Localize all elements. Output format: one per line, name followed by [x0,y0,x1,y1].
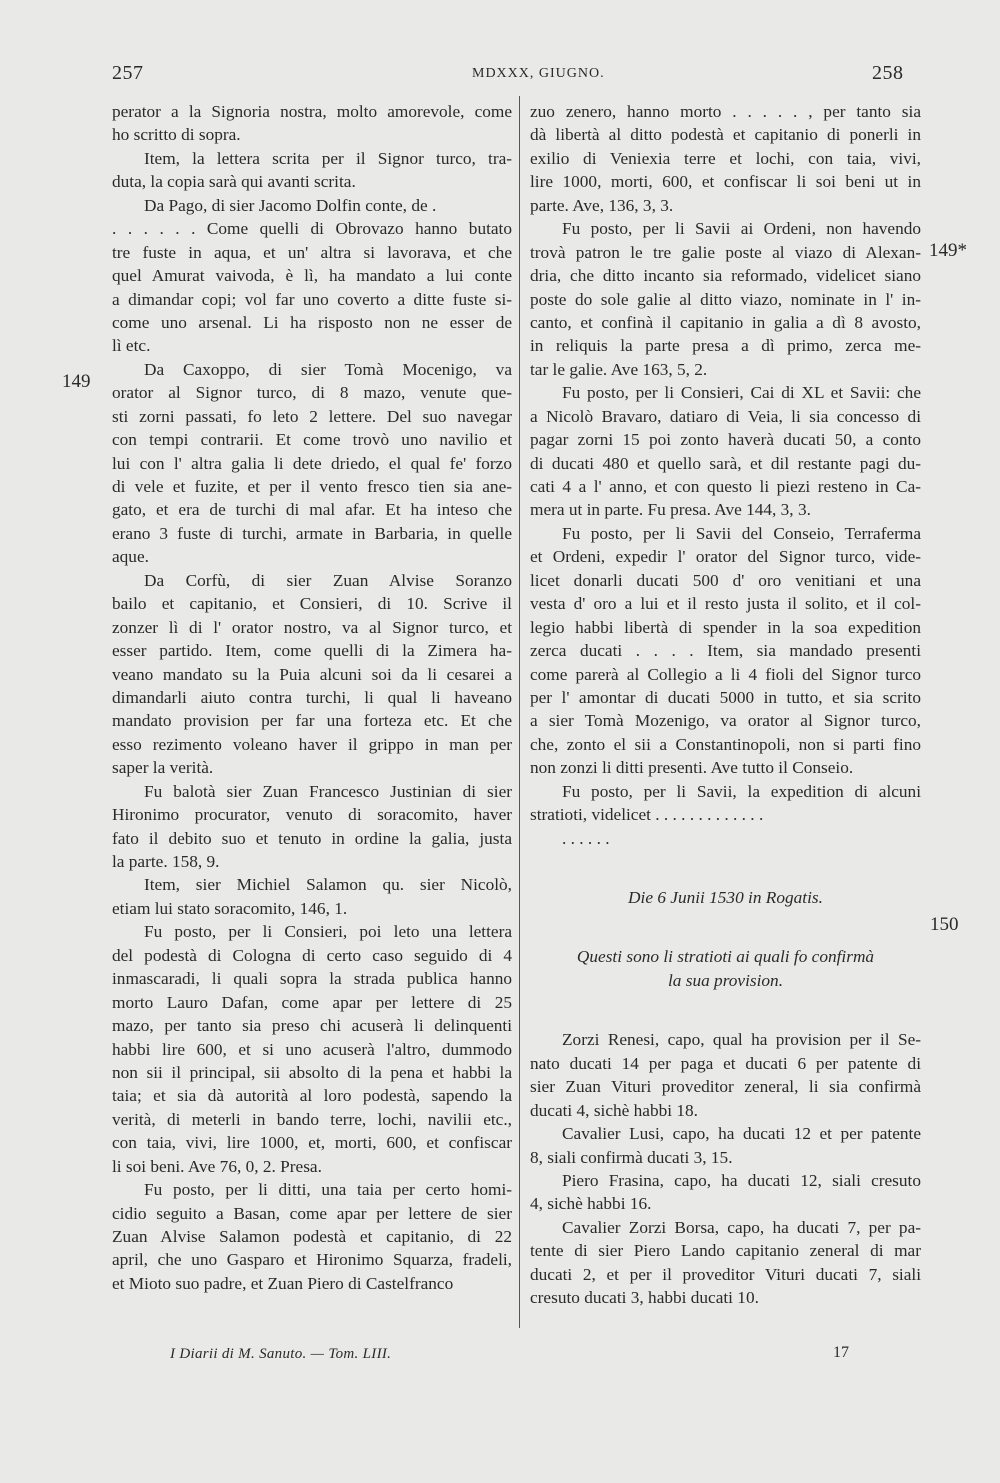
text-line: canto, et confinà il capitanio in galia a dì 8 avosto, [530,312,921,332]
text-line: con tempi contrarii. Et come trovò uno navilio et [112,430,512,450]
text-line: zuo zenero, hanno morto . . . . . , per tanto sia [530,102,921,121]
text-line: lì etc. [112,336,151,356]
text-line: ducati 4, sichè habbi 18. [530,1100,698,1120]
text-line: non zonzi li ditti presenti. Ave tutto il Conseio. [530,758,854,778]
text-line: stratioti, videlicet . . . . . . . . . . . . . [530,805,764,825]
text-line: Item, sier Michiel Salamon qu. sier Nicolò, [144,875,512,895]
margin-note-right-150: 150 [930,914,959,935]
text-line: di ducati 480 et quello sarà, et dil restante pagi du- [530,453,921,473]
text-line: orator al Signor turco, di 8 mazo, venute que- [112,383,512,403]
text-line: perator a la Signoria nostra, molto amorevole, come [112,102,512,121]
text-line: Piero Frasina, capo, ha ducati 12, siali cresuto [562,1170,921,1190]
text-line: tar le galie. Ave 163, 5, 2. [530,359,708,379]
text-line: a Nicolò Bravaro, datiaro di Veia, li sia concesso di [530,406,921,426]
text-line: con taia, vivi, lire 1000, et, morti, 600, et confiscar [112,1133,512,1153]
text-line: exilio di Veniexia terre et lochi, con taia, vivi, [530,148,921,168]
margin-note-right-149: 149* [929,240,967,261]
text-line: sti zorni passati, fo leto 2 lettere. Del suo navegar [112,406,512,426]
text-line: li soi beni. Ave 76, 0, 2. Presa. [112,1156,322,1176]
text-line: cresuto ducati 3, habbi ducati 10. [530,1288,759,1308]
text-line: Fu balotà sier Zuan Francesco Justinian di sier [144,781,512,801]
text-line: aque. [112,547,149,567]
text-line: erano 3 fuste di turchi, armate in Barbaria, in quelle [112,523,512,543]
right-column [530,100,921,1310]
text-line: Fu posto, per li ditti, una taia per certo homi- [144,1180,512,1200]
text-line: fato il debito suo et tenuto in ordine la galia, justa [112,828,512,848]
text-line: non sii il principal, sii absolto di la pena et habbi la [112,1062,512,1082]
text-line: verità, di meterli in bando terre, lochi, navilii etc., [112,1109,512,1129]
text-line: poste do sole galie al ditto viazo, nominate in l' in- [530,289,921,309]
text-line: zonzer lì di l' orator nostro, va al Signor turco, et [112,617,512,637]
text-line: . . . . . . [562,828,610,848]
page-number-right: 258 [872,62,904,84]
text-line: dà libertà al ditto podestà et capitanio di ponerli in [530,125,921,145]
text-line: etiam lui stato soracomito, 146, 1. [112,898,348,918]
text-line: tente di sier Piero Lando capitanio zeneral di mar [530,1241,921,1261]
margin-note-left: 149 [62,371,91,392]
text-line: mandato provision per far una forteza etc. Et che [112,711,512,731]
text-line: come parerà al Collegio a li 4 fioli del Signor turco [530,664,921,684]
text-line: april, che uno Gasparo et Hironimo Squarza, fradeli, [112,1250,512,1270]
text-line: trovà patron le tre galie poste al viazo di Alexan- [530,242,921,262]
text-line: Da Caxoppo, di sier Tomà Mocenigo, va [144,359,512,379]
text-line: 8, siali confirmà ducati 3, 15. [530,1147,733,1167]
text-line: Fu posto, per li Savii del Conseio, Terraferma [562,523,921,543]
text-line: esser partido. Item, come quelli di la Zimera ha- [112,641,512,661]
text-line: legio habbi libertà di spender in la soa expedition [530,617,921,637]
text-line: Cavalier Lusi, capo, ha ducati 12 et per patente [562,1124,921,1144]
text-line: in reliquis la parte presa a dì primo, zerca me- [530,336,921,356]
column-divider [519,96,520,1328]
text-line: la parte. 158, 9. [112,852,220,871]
text-line: parte. Ave, 136, 3, 3. [530,195,674,215]
text-line: Cavalier Zorzi Borsa, capo, ha ducati 7, per pa- [562,1217,921,1237]
text-line: esso rezimento voleano haver il grippo in man per [112,734,512,754]
text-line: pagar zorni 15 poi zonto haverà ducati 50, a conto [530,430,921,450]
text-line: nato ducati 14 per paga et ducati 6 per patente di [530,1053,921,1073]
left-column [112,100,512,1295]
text-line: habbi lire 600, et si uno acuserà l'altro, dummodo [112,1039,512,1059]
text-line: bailo et capitanio, et Consieri, di 10. Scrive il [112,594,512,614]
text-line: saper la verità. [112,758,214,778]
text-line: cidio seguito a Basan, come apar per lettere de sier [112,1203,512,1223]
text-line: Fu posto, per li Savii ai Ordeni, non havendo [562,219,921,239]
text-line: vesta d' oro a lui et il resto justa il solito, et il col- [530,594,921,614]
text-line: inmascaradi, li quali sopra la strada publica hanno [112,969,512,989]
text-line: di vele et fuzite, et per il vento fresco tien sia ane- [112,477,512,496]
text-line: morto Lauro Dafan, come apar per lettere di 25 [112,992,512,1012]
text-line: mazo, per tanto sia preso chi acuserà li delinquenti [112,1016,512,1036]
text-line: lui con l' altra galia li dete driedo, el qual fe' forzo [112,453,512,473]
text-line: gato, et era de turchi di mal afar. Et ha inteso che [112,500,512,520]
text-line: mera ut in parte. Fu presa. Ave 144, 3, 3. [530,500,811,520]
text-line: lire 1000, morti, 600, et confiscar li soi beni ut in [530,172,921,192]
session-heading: Die 6 Junii 1530 in Rogatis. [628,888,823,907]
text-line: . . . . . . Come quelli di Obrovazo hanno butato [112,219,512,239]
list-heading-line-1: Questi sono li stratioti ai quali fo confirmà [576,947,875,967]
text-line: et Mioto suo padre, et Zuan Piero di Castelfranco [112,1273,454,1293]
text-line: come uno arsenal. Li ha risposto non ne esser de [112,312,512,332]
footer-sheet-number: 17 [833,1344,849,1361]
text-line: Hironimo procurator, venuto di soracomito, haver [112,805,512,825]
text-line: Fu posto, per li Savii, la expedition di alcuni [562,781,921,801]
text-line: Zuan Alvise Salamon podestà et capitanio, di 22 [112,1227,512,1246]
text-line: che, zonto el sii a Constantinopoli, non si parti fino [530,734,921,754]
text-line: dimandarli aiuto contra turchi, li qual li haveano [112,687,512,707]
list-heading-line-2: la sua provision. [667,970,784,990]
text-line: licet donarli ducati 500 d' oro venitiani et una [530,570,921,590]
text-line: taia; et sia dà autorità al loro podestà, sapendo la [112,1086,512,1106]
text-line: ducati 2, et per il proveditor Vituri ducati 7, siali [530,1264,921,1284]
text-line: Da Corfù, di sier Zuan Alvise Soranzo [144,570,512,590]
text-line: duta, la copia sarà qui avanti scrita. [112,172,356,192]
text-line: Fu posto, per li Consieri, Cai di XL et Savii: che [562,383,921,403]
text-line: 4, sichè habbi 16. [530,1194,652,1214]
text-line: zerca ducati . . . . Item, sia mandado presenti [530,641,921,661]
text-line: et Ordeni, expedir l' orator del Signor turco, vide- [530,547,921,567]
text-line: Fu posto, per li Consieri, poi leto una lettera [144,922,512,942]
text-line: veano mandato su la Puia alcuni soi da li cesarei a [112,664,512,684]
text-line: del podestà di Cologna di certo caso seguido di 4 [112,945,512,965]
text-line: dria, che ditto incanto sia reformado, videlicet siano [530,266,921,286]
text-line: Da Pago, di sier Jacomo Dolfin conte, de . [144,195,437,215]
footer-signature: I Diarii di M. Sanuto. — Tom. LIII. [170,1346,392,1362]
page-number-left: 257 [112,62,144,84]
text-line: ho scritto di sopra. [112,125,241,145]
text-line: a sier Tomà Mozenigo, va orator al Signor turco, [530,711,921,731]
text-line: sier Zuan Vituri proveditor zeneral, li sia confirmà [530,1077,921,1097]
text-line: Item, la lettera scrita per il Signor turco, tra- [144,148,512,168]
text-line: per l' amontar di ducati 5000 in tutto, et sia scrito [530,687,921,707]
text-line: quel Amurat vaivoda, è lì, ha mandato a lui conte [112,266,512,286]
text-line: cati 4 a l' anno, et con questo li piezi resteno in Ca- [530,477,921,496]
text-line: a dimandar copi; vol far uno coverto a ditte fuste si- [112,289,512,309]
text-line: tre fuste in aqua, et un' altra si lavorava, et che [112,242,512,262]
running-title: MDXXX, GIUGNO. [472,66,605,81]
text-line: Zorzi Renesi, capo, qual ha provision per il Se- [562,1030,921,1050]
